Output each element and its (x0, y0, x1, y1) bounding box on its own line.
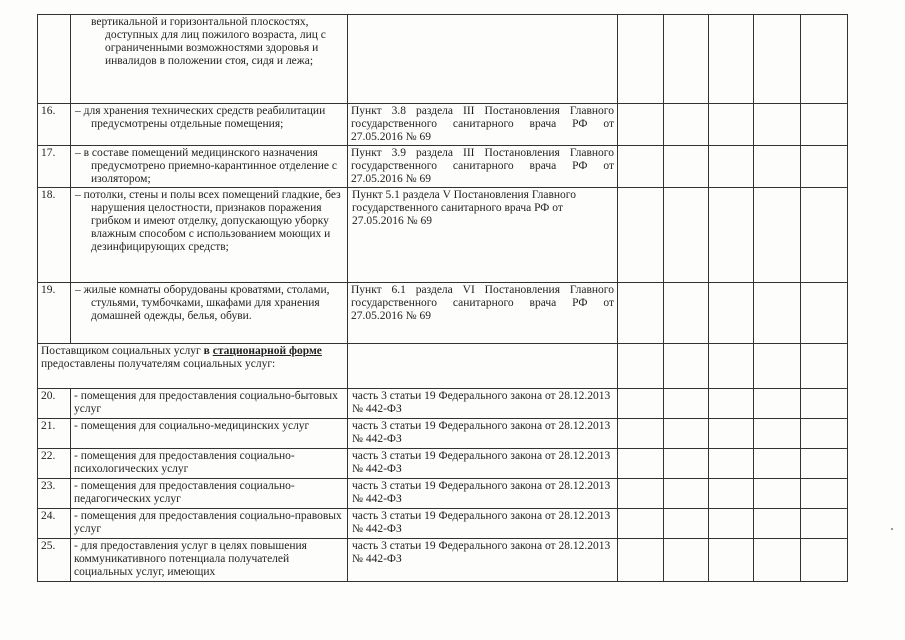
answer-cell-yes (618, 188, 664, 283)
note-cell (801, 344, 848, 389)
answer-cell-extra (754, 188, 801, 283)
answer-cell-extra (754, 389, 801, 419)
answer-cell-na (709, 509, 754, 539)
requirement-text: - помещения для предоставления социально-правовых услуг (71, 509, 348, 539)
row-number: 22. (38, 449, 71, 479)
answer-cell-no (664, 509, 709, 539)
row-number (38, 15, 71, 104)
requirement-text: - помещения для предоставления социально-педагогических услуг (71, 479, 348, 509)
note-cell (801, 509, 848, 539)
answer-cell-na (709, 344, 754, 389)
section-bold: в (203, 345, 213, 357)
note-cell (801, 449, 848, 479)
answer-cell-yes (618, 539, 664, 582)
row-number: 17. (38, 146, 71, 188)
answer-cell-extra (754, 146, 801, 188)
note-cell (801, 389, 848, 419)
answer-cell-extra (754, 104, 801, 146)
answer-cell-no (664, 146, 709, 188)
note-cell (801, 419, 848, 449)
table-row (38, 479, 848, 509)
answer-cell-extra (754, 449, 801, 479)
row-number: 21. (38, 419, 71, 449)
row-number: 16. (38, 104, 71, 146)
row-number: 25. (38, 539, 71, 582)
table-row (38, 15, 848, 104)
requirement-text: – в составе помещений медицинского назначения предусмотрено приемно-карантинное отделение с изолятором; (71, 146, 348, 188)
answer-cell-na (709, 146, 754, 188)
answer-cell-yes (618, 104, 664, 146)
legal-reference: Пункт 5.1 раздела V Постановления Главного государственного санитарного врача РФ от 27.05.2016 № 69 (348, 188, 618, 283)
answer-cell-yes (618, 479, 664, 509)
answer-cell-no (664, 419, 709, 449)
requirement-text: - помещения для предоставления социально-бытовых услуг (71, 389, 348, 419)
legal-reference: часть 3 статьи 19 Федерального закона от 28.12.2013 № 442-ФЗ (348, 389, 618, 419)
answer-cell-yes (618, 283, 664, 344)
answer-cell-extra (754, 283, 801, 344)
legal-reference: часть 3 статьи 19 Федерального закона от 28.12.2013 № 442-ФЗ (348, 419, 618, 449)
row-number: 20. (38, 389, 71, 419)
answer-cell-no (664, 449, 709, 479)
table-row (38, 146, 848, 188)
answer-cell-no (664, 15, 709, 104)
note-cell (801, 479, 848, 509)
table-row (38, 449, 848, 479)
note-cell (801, 188, 848, 283)
section-row (38, 344, 848, 389)
section-suffix: предоставлены получателям социальных услуг: (41, 358, 276, 370)
answer-cell-no (664, 539, 709, 582)
answer-cell-yes (618, 15, 664, 104)
requirement-text: - помещения для социально-медицинских услуг (71, 419, 348, 449)
checklist-table (37, 14, 848, 582)
legal-reference: часть 3 статьи 19 Федерального закона от 28.12.2013 № 442-ФЗ (348, 449, 618, 479)
answer-cell-extra (754, 15, 801, 104)
answer-cell-na (709, 15, 754, 104)
answer-cell-extra (754, 539, 801, 582)
table-row (38, 389, 848, 419)
answer-cell-yes (618, 146, 664, 188)
requirement-text: – потолки, стены и полы всех помещений гладкие, без нарушения целостности, признаков поражения грибком и имеют отделку, допускающую уборку влажным способом с использованием моющих и дезинфицирующих средств; (71, 188, 348, 283)
answer-cell-no (664, 104, 709, 146)
answer-cell-na (709, 283, 754, 344)
answer-cell-na (709, 389, 754, 419)
table-row (38, 188, 848, 283)
note-cell (801, 15, 848, 104)
requirement-text: вертикальной и горизонтальной плоскостях, доступных для лиц пожилого возраста, лиц с ограниченными возможностями здоровья и инвалидов в положении стоя, сидя и лежа; (71, 15, 348, 104)
answer-cell-yes (618, 419, 664, 449)
answer-cell-na (709, 104, 754, 146)
section-heading (38, 344, 348, 389)
legal-reference: часть 3 статьи 19 Федерального закона от 28.12.2013 № 442-ФЗ (348, 509, 618, 539)
legal-reference: часть 3 статьи 19 Федерального закона от 28.12.2013 № 442-ФЗ (348, 479, 618, 509)
answer-cell-extra (754, 419, 801, 449)
scan-speck (891, 528, 893, 530)
note-cell (801, 146, 848, 188)
row-number: 19. (38, 283, 71, 344)
requirement-text: - для предоставления услуг в целях повышения коммуникативного потенциала получателей социальных услуг, имеющих (71, 539, 348, 582)
legal-reference: Пункт 6.1 раздела VI Постановления Главного государственного санитарного врача РФ от 27.05.2016 № 69 (348, 283, 618, 344)
answer-cell-yes (618, 509, 664, 539)
answer-cell-extra (754, 479, 801, 509)
answer-cell-no (664, 389, 709, 419)
answer-cell-extra (754, 509, 801, 539)
legal-reference: часть 3 статьи 19 Федерального закона от 28.12.2013 № 442-ФЗ (348, 539, 618, 582)
note-cell (801, 283, 848, 344)
note-cell (801, 539, 848, 582)
answer-cell-no (664, 344, 709, 389)
legal-reference: Пункт 3.9 раздела III Постановления Главного государственного санитарного врача РФ от 27.05.2016 № 69 (348, 146, 618, 188)
answer-cell-na (709, 539, 754, 582)
section-bold-underlined: стационарной форме (212, 345, 322, 357)
requirement-text: - помещения для предоставления социально-психологических услуг (71, 449, 348, 479)
answer-cell-extra (754, 344, 801, 389)
requirement-text: – для хранения технических средств реабилитации предусмотрены отдельные помещения; (71, 104, 348, 146)
answer-cell-na (709, 188, 754, 283)
table-row (38, 419, 848, 449)
section-prefix: Поставщиком социальных услуг (41, 345, 204, 357)
answer-cell-na (709, 419, 754, 449)
answer-cell-yes (618, 389, 664, 419)
answer-cell-no (664, 283, 709, 344)
table-row (38, 283, 848, 344)
answer-cell-na (709, 479, 754, 509)
legal-reference: Пункт 3.8 раздела III Постановления Главного государственного санитарного врача РФ от 27.05.2016 № 69 (348, 104, 618, 146)
table-row (38, 104, 848, 146)
answer-cell-yes (618, 449, 664, 479)
table-row (38, 539, 848, 582)
answer-cell-na (709, 449, 754, 479)
requirement-text: – жилые комнаты оборудованы кроватями, столами, стульями, тумбочками, шкафами для хранения домашней одежды, белья, обуви. (71, 283, 348, 344)
answer-cell-yes (618, 344, 664, 389)
row-number: 24. (38, 509, 71, 539)
legal-reference (348, 15, 618, 104)
answer-cell-no (664, 479, 709, 509)
row-number: 18. (38, 188, 71, 283)
legal-reference (348, 344, 618, 389)
table-row (38, 509, 848, 539)
note-cell (801, 104, 848, 146)
row-number: 23. (38, 479, 71, 509)
answer-cell-no (664, 188, 709, 283)
